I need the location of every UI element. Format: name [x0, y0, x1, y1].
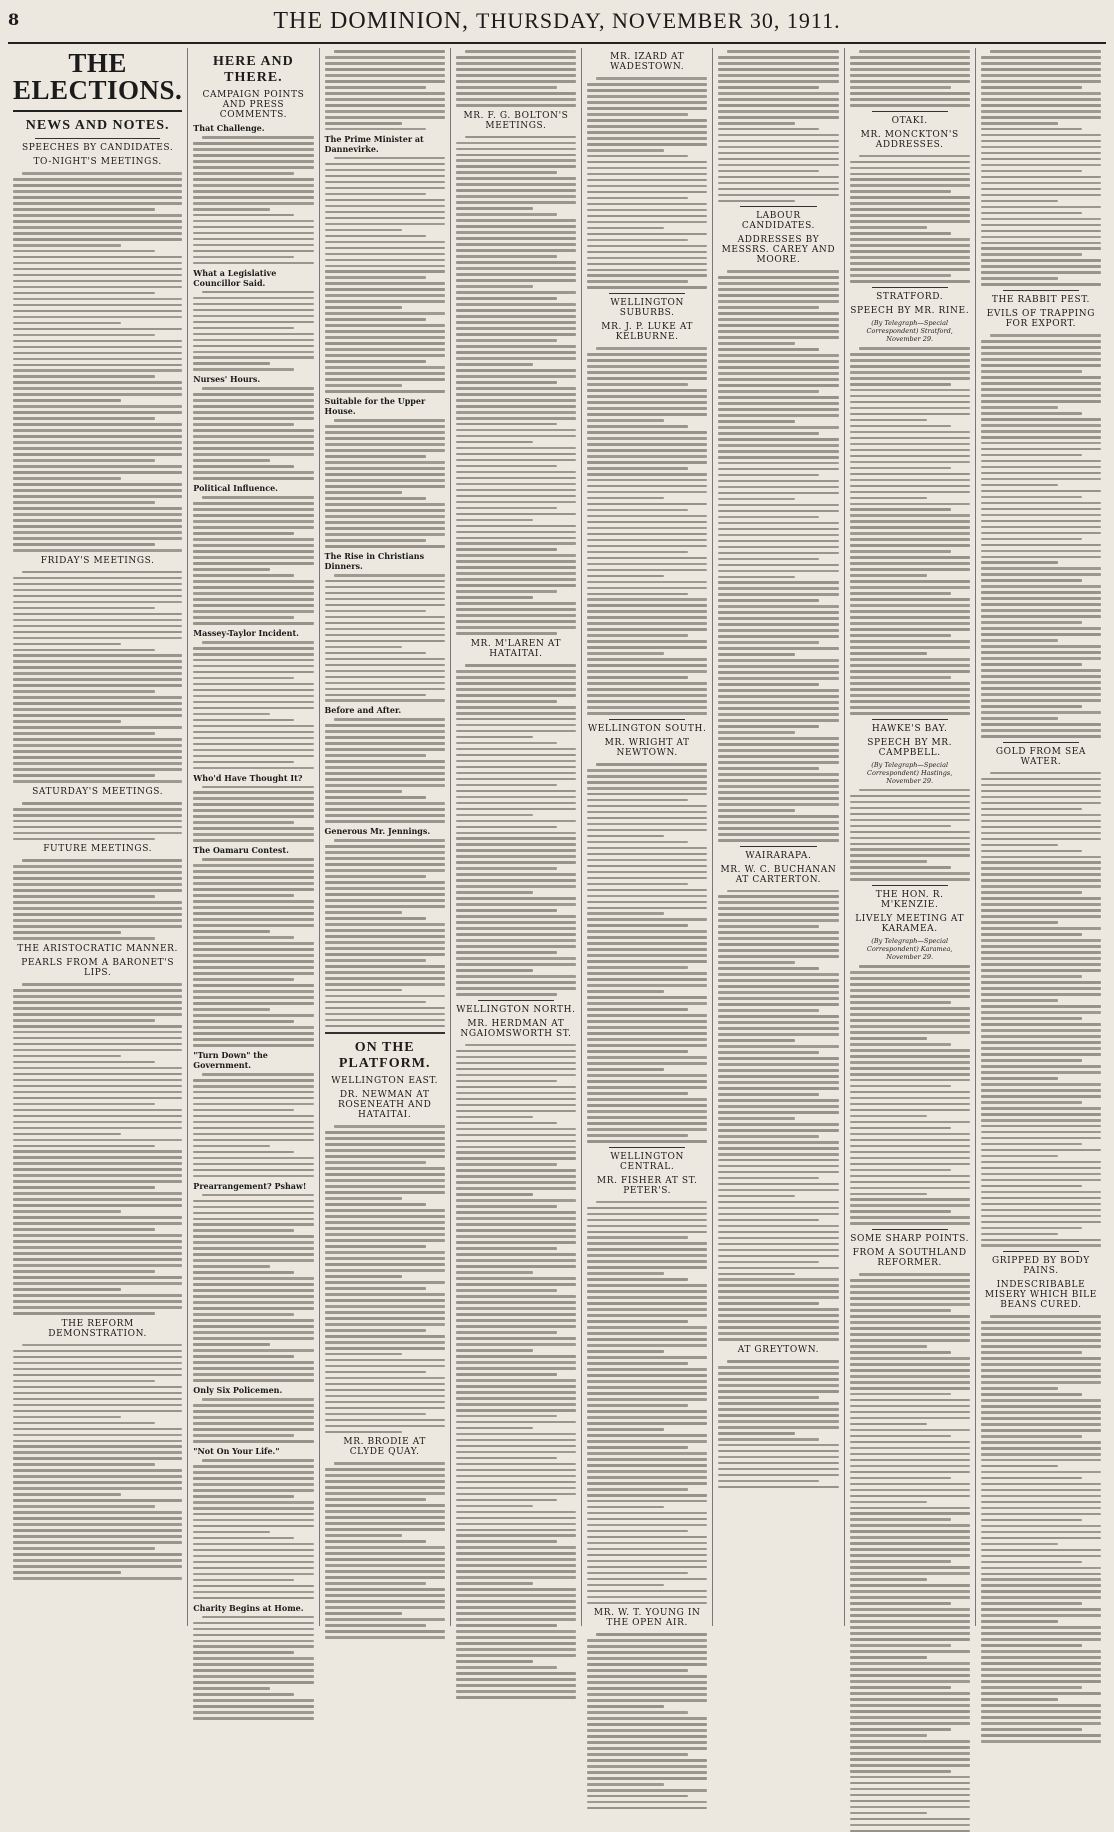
paragraph-heading: Political Influence.: [193, 483, 278, 494]
article-heading: SATURDAY'S MEETINGS.: [32, 786, 164, 797]
article-heading: SPEECH BY MR. CAMPBELL.: [867, 737, 953, 758]
paragraph-heading: Massey-Taylor Incident.: [193, 627, 299, 638]
article-heading: MR. F. G. BOLTON'S MEETINGS.: [463, 110, 569, 131]
article-heading: FUTURE MEETINGS.: [43, 844, 153, 855]
paragraph-heading: Prearrangement? Pshaw!: [193, 1180, 307, 1191]
divider: [1003, 1251, 1079, 1252]
article-body: [718, 888, 838, 1342]
article-heading: OTAKI.: [891, 115, 928, 126]
article-body: [325, 1460, 445, 1638]
paragraph-heading: Only Six Policemen.: [193, 1385, 283, 1396]
paragraph-heading: Charity Begins at Home.: [193, 1602, 304, 1613]
article-heading: MR. M'LAREN AT HATAITAI.: [470, 638, 562, 659]
article-heading: LABOUR CANDIDATES.: [741, 211, 815, 232]
article-body: [456, 662, 576, 996]
divider: [872, 719, 948, 720]
newspaper-page: [8, 6, 1106, 1629]
article-heading: THE RABBIT PEST.: [991, 295, 1090, 306]
paragraph-heading: Before and After.: [324, 705, 402, 716]
article-heading: MR. BRODIE AT CLYDE QUAY.: [343, 1437, 426, 1458]
article-heading: GRIPPED BY BODY PAINS.: [991, 1256, 1090, 1277]
paragraph-heading: Who'd Have Thought It?: [193, 772, 303, 783]
article-body: [13, 1342, 182, 1580]
article-body: [587, 1631, 707, 1809]
article-heading: WELLINGTON CENTRAL.: [610, 1151, 684, 1172]
article-body: [981, 770, 1101, 1247]
article-body: [193, 494, 313, 624]
article-body: [587, 75, 707, 289]
article-columns: [8, 48, 1106, 1629]
article-body: [718, 268, 838, 841]
article-heading: THE HON. R. M'KENZIE.: [875, 890, 944, 911]
section-heading: ON THE PLATFORM.: [338, 1040, 431, 1072]
column-4: [451, 48, 582, 1626]
article-heading: FRIDAY'S MEETINGS.: [40, 555, 155, 566]
article-body: [718, 1358, 838, 1488]
article-body: [193, 289, 313, 371]
dateline: (By Telegraph—Special Correspondent) Hastings, November 29.: [867, 760, 953, 785]
article-heading: SPEECH BY MR. RINE.: [850, 305, 970, 316]
article-body: [981, 1313, 1101, 1743]
article-heading: MR. W. T. YOUNG IN THE OPEN AIR.: [593, 1608, 701, 1629]
page-number: 8: [8, 10, 20, 29]
article-body: [981, 332, 1101, 738]
article-heading: MR. HERDMAN AT NGAIOMSWORTH ST.: [460, 1018, 572, 1039]
article-heading: TO-NIGHT'S MEETINGS.: [33, 157, 162, 167]
article-body: [325, 155, 445, 393]
article-heading: THE REFORM DEMONSTRATION.: [48, 1318, 147, 1339]
paragraph-heading: "Not On Your Life.": [193, 1445, 280, 1456]
article-heading: AT GREYTOWN.: [737, 1345, 820, 1356]
article-heading: SOME SHARP POINTS.: [850, 1234, 970, 1245]
dateline: (By Telegraph—Special Correspondent) Stratford, November 29.: [866, 318, 953, 343]
column-3: [320, 48, 451, 1626]
divider: [35, 138, 160, 139]
article-heading: HAWKE'S BAY.: [871, 723, 948, 734]
section-title: THE ELECTIONS.: [13, 48, 182, 112]
divider: [872, 111, 948, 112]
article-heading: LIVELY MEETING AT KARAMEA.: [855, 914, 965, 935]
article-body: [13, 800, 182, 841]
column-1: [8, 48, 188, 1626]
dateline: (By Telegraph—Special Correspondent) Karamea, November 29.: [866, 937, 953, 962]
article-heading: MR. WRIGHT AT NEWTOWN.: [604, 737, 690, 758]
article-body: [193, 1192, 313, 1382]
divider: [478, 1000, 554, 1001]
article-body: [325, 572, 445, 702]
article-body: [325, 837, 445, 1027]
article-body: [13, 170, 182, 552]
paragraph-heading: The Prime Minister at Dannevirke.: [324, 133, 424, 154]
issue-date: THURSDAY, NOVEMBER 30, 1911.: [476, 8, 841, 33]
divider: [872, 885, 948, 886]
article-heading: ADDRESSES BY MESSRS. CAREY AND MOORE.: [721, 235, 836, 266]
article-heading: MR. FISHER AT ST. PETER'S.: [596, 1175, 698, 1196]
article-body: [193, 784, 313, 843]
article-body: [850, 963, 970, 1225]
article-body: [193, 134, 313, 264]
article-body: [850, 787, 970, 881]
divider: [872, 1229, 948, 1230]
column-7: [845, 48, 976, 1626]
column-6: [713, 48, 844, 1626]
article-heading: WELLINGTON SOUTH.: [587, 723, 707, 734]
article-body: [193, 1457, 313, 1599]
article-heading: STRATFORD.: [876, 291, 944, 302]
article-body: [193, 639, 313, 769]
article-heading: MR. J. P. LUKE AT KELBURNE.: [601, 322, 694, 343]
article-body: [193, 385, 313, 479]
divider: [872, 287, 948, 288]
article-body: [587, 761, 707, 1143]
article-heading: THE ARISTOCRATIC MANNER.: [17, 943, 178, 954]
article-body: [850, 153, 970, 283]
column-2: [188, 48, 319, 1626]
article-heading: DR. NEWMAN AT ROSENEATH AND HATAITAI.: [337, 1090, 432, 1121]
paper-name: THE DOMINION,: [273, 8, 470, 34]
paragraph-heading: "Turn Down" the Government.: [193, 1049, 268, 1070]
divider: [1003, 290, 1079, 291]
article-heading: MR. MONCKTON'S ADDRESSES.: [860, 129, 959, 150]
paragraph-heading: What a Legislative Councillor Said.: [193, 267, 277, 288]
article-body: [456, 48, 576, 107]
paragraph-heading: Nurses' Hours.: [193, 374, 261, 385]
article-body: [13, 857, 182, 939]
divider: [609, 1147, 685, 1148]
article-heading: GOLD FROM SEA WATER.: [995, 746, 1086, 767]
article-body: [587, 345, 707, 715]
article-body: [193, 1614, 313, 1720]
article-body: [193, 856, 313, 1046]
section-heading: HERE AND THERE.: [213, 54, 294, 85]
article-body: [718, 48, 838, 202]
divider: [1003, 742, 1079, 743]
article-body: [325, 417, 445, 547]
article-body: [456, 1042, 576, 1699]
article-body: [981, 48, 1101, 286]
paragraph-heading: The Oamaru Contest.: [193, 845, 289, 856]
article-heading: WELLINGTON NORTH.: [456, 1004, 576, 1015]
article-body: [850, 48, 970, 107]
article-body: [850, 345, 970, 715]
article-heading: WELLINGTON EAST.: [331, 1076, 439, 1087]
article-body: [193, 1071, 313, 1177]
article-body: [325, 48, 445, 130]
article-heading: WAIRARAPA.: [745, 850, 812, 861]
article-body: [13, 981, 182, 1315]
article-body: [13, 569, 182, 783]
masthead: [8, 6, 1106, 44]
article-body: [850, 1271, 970, 1832]
column-5: [582, 48, 713, 1629]
column-8: [976, 48, 1106, 1626]
divider: [325, 1032, 445, 1034]
divider: [740, 846, 816, 847]
paragraph-heading: That Challenge.: [193, 123, 265, 133]
article-heading: CAMPAIGN POINTS AND PRESS COMMENTS.: [202, 90, 305, 120]
paragraph-heading: The Rise in Christians Dinners.: [324, 550, 425, 571]
article-body: [193, 1396, 313, 1443]
article-body: [456, 134, 576, 635]
masthead-title: [8, 8, 1106, 35]
article-heading: PEARLS FROM A BARONET'S LIPS.: [21, 957, 175, 978]
paragraph-heading: Generous Mr. Jennings.: [324, 826, 431, 837]
paragraph-heading: Suitable for the Upper House.: [324, 396, 426, 417]
article-heading: EVILS OF TRAPPING FOR EXPORT.: [986, 309, 1096, 330]
article-heading: FROM A SOUTHLAND REFORMER.: [852, 1248, 967, 1269]
article-heading: MR. IZARD AT WADESTOWN.: [610, 52, 685, 72]
article-body: [325, 1123, 445, 1433]
article-heading: WELLINGTON SUBURBS.: [610, 298, 684, 319]
article-heading: SPEECHES BY CANDIDATES.: [22, 143, 174, 153]
article-heading: INDESCRIBABLE MISERY WHICH BILE BEANS CURED.: [984, 1280, 1097, 1311]
section-heading: NEWS AND NOTES.: [25, 118, 170, 133]
article-body: [325, 716, 445, 822]
article-body: [587, 1199, 707, 1605]
divider: [609, 719, 685, 720]
divider: [740, 206, 816, 207]
divider: [609, 293, 685, 294]
article-heading: MR. W. C. BUCHANAN AT CARTERTON.: [720, 864, 837, 885]
